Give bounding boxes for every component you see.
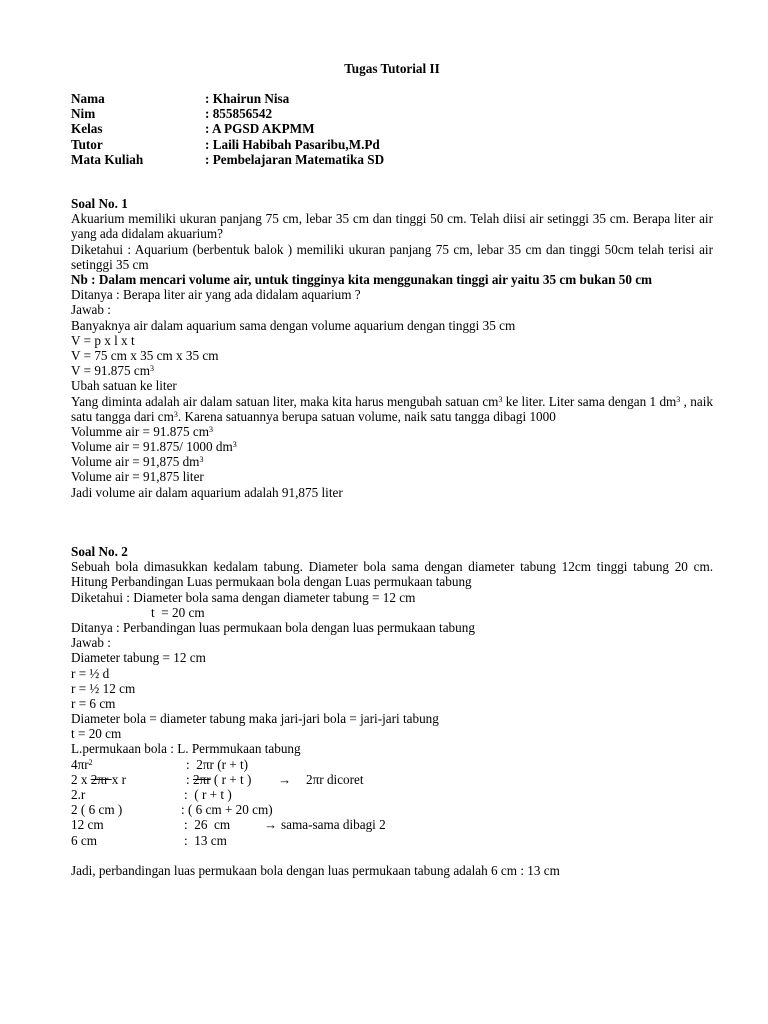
identity-row-mata-kuliah [71,152,384,167]
soal-2-diketahui: Diketahui : Diameter bola sama dengan diameter tabung = 12 cm [71,589,416,605]
soal-1-step: Volume air = 91,875 liter [71,469,204,485]
superscript: 3 [173,409,178,419]
ratio-right: : ( r + t ) [184,787,232,803]
soal-1-ditanya: Ditanya : Berapa liter air yang ada didalam aquarium ? [71,287,361,303]
ratio-left [71,757,93,772]
superscript: 3 [208,424,213,434]
soal-1-jawab: Jawab : [71,302,111,318]
ratio-right [186,772,251,787]
identity-block [71,91,384,167]
step-text: Volume air = 91.875/ 1000 dm [71,439,233,455]
ratio-text: x r [111,771,127,787]
ratio-left: 12 cm [71,817,104,833]
soal-2-diketahui-t: t = 20 cm [151,604,205,620]
ratio-left: 2.r [71,787,86,803]
soal-2-question: Sebuah bola dimasukkan kedalam tabung. Diameter bola sama dengan diameter tabung 12cm tinggi tabung 20 cm. Hitung Perbandingan Luas permukaan bola dengan Luas permukaan tabung [71,559,713,590]
document-title: Tugas Tutorial II [344,61,440,76]
soal-1-step [71,363,713,378]
ratio-note: 2πr dicoret [306,771,364,787]
ratio-right: : 2πr (r + t) [186,756,249,772]
soal-2-step: Diameter tabung = 12 cm [71,650,206,666]
ratio-text: 4πr [71,756,89,772]
soal-1-step: V = 75 cm x 35 cm x 35 cm [71,347,219,363]
identity-label: Mata Kuliah [71,151,144,167]
soal-1-step: Ubah satuan ke liter [71,378,177,394]
identity-value: : Pembelajaran Matematika SD [205,151,385,167]
soal-2-conclusion: Jadi, perbandingan luas permukaan bola dengan luas permukaan tabung adalah 6 cm : 13 cm [71,862,560,878]
soal-1-step [71,439,713,454]
soal-1-heading: Soal No. 1 [71,196,128,211]
step-text: V = 91.875 cm [71,363,150,379]
identity-value: : 855856542 [205,106,273,122]
superscript: 3 [199,455,204,465]
identity-label: Nama [71,91,105,106]
identity-label: Nim [71,106,96,122]
ratio-row [71,802,713,817]
ratio-right: : 26 cm [184,817,231,833]
soal-1-conclusion: Jadi volume air dalam aquarium adalah 91,875 liter [71,484,343,500]
ratio-right: : 13 cm [184,832,227,848]
arrow-right-icon: → [278,771,292,787]
soal-1-explanation [71,394,713,424]
soal-2-step: L.permukaan bola : L. Permmukaan tabung [71,741,301,757]
soal-2-ditanya: Ditanya : Perbandingan luas permukaan bola dengan luas permukaan tabung [71,619,475,635]
soal-2-step: Diameter bola = diameter tabung maka jari-jari bola = jari-jari tabung [71,711,439,727]
identity-row-kelas [71,121,384,136]
step-text: Volume air = 91,875 dm [71,454,200,470]
identity-label: Kelas [71,121,103,137]
soal-1-step [71,424,713,439]
superscript: 3 [150,364,154,374]
ratio-row [71,833,713,848]
soal-1-step: V = p x l x t [71,332,135,348]
identity-row-nim [71,106,384,121]
ratio-row [71,757,713,772]
explanation-text: Yang diminta adalah air dalam satuan liter, maka kita harus mengubah satuan cm [71,393,499,409]
soal-2-step: r = ½ 12 cm [71,680,136,696]
explanation-text: . Karena satuannya berupa satuan volume, naik satu tangga dibagi 1000 [177,408,556,424]
ratio-row [71,772,713,787]
ratio-left: 2 ( 6 cm ) [71,802,123,818]
step-text: Volumme air = 91.875 cm [71,423,209,439]
ratio-note: sama-sama dibagi 2 [281,817,386,833]
soal-2-heading: Soal No. 2 [71,544,128,559]
identity-value: : A PGSD AKPMM [205,121,315,137]
soal-2-jawab: Jawab : [71,635,111,651]
struck-text: 2πr [90,771,112,787]
ratio-right: : ( 6 cm + 20 cm) [181,802,273,818]
soal-1-diketahui: Diketahui : Aquarium (berbentuk balok ) memiliki ukuran panjang 75 cm, lebar 35 cm dan tinggi 50cm telah terisi air setinggi 35 cm [71,241,713,272]
soal-1-step: Banyaknya air dalam aquarium sama dengan volume aquarium dengan tinggi 35 cm [71,317,516,333]
explanation-text: ke liter. Liter sama dengan 1 dm [502,393,677,409]
soal-1-question: Akuarium memiliki ukuran panjang 75 cm, lebar 35 cm dan tinggi 50 cm. Telah diisi air setinggi 35 cm. Berapa liter air yang ada didalam akuarium? [71,211,713,242]
superscript: 3 [676,394,681,404]
identity-value: : Khairun Nisa [205,91,290,106]
soal-2-section [71,544,713,878]
ratio-row [71,817,713,832]
identity-value: : Laili Habibah Pasaribu,M.Pd [205,136,380,152]
soal-2-step: r = 6 cm [71,695,116,711]
ratio-text: : [186,771,193,787]
ratio-left [71,772,126,787]
ratio-text: 2 x [71,771,91,787]
ratio-row [71,787,713,802]
ratio-text: ( r + t ) [210,771,252,787]
soal-2-step: r = ½ d [71,665,110,681]
ratio-calculation [71,757,713,848]
arrow-right-icon: → [264,817,278,833]
soal-2-step: t = 20 cm [71,726,122,742]
ratio-left: 6 cm [71,832,98,848]
struck-text: 2πr [192,771,211,787]
identity-label: Tutor [71,136,103,152]
identity-row-nama [71,91,384,106]
explanation-text: , naik satu tangga dari cm [71,393,713,424]
soal-1-section [71,196,713,500]
soal-1-step [71,454,713,469]
superscript: 2 [88,757,93,767]
superscript: 3 [498,394,503,404]
identity-row-tutor [71,137,384,152]
superscript: 3 [232,440,237,450]
soal-1-note: Nb : Dalam mencari volume air, untuk tingginya kita menggunakan tinggi air yaitu 35 cm bukan 50 cm [71,272,653,287]
